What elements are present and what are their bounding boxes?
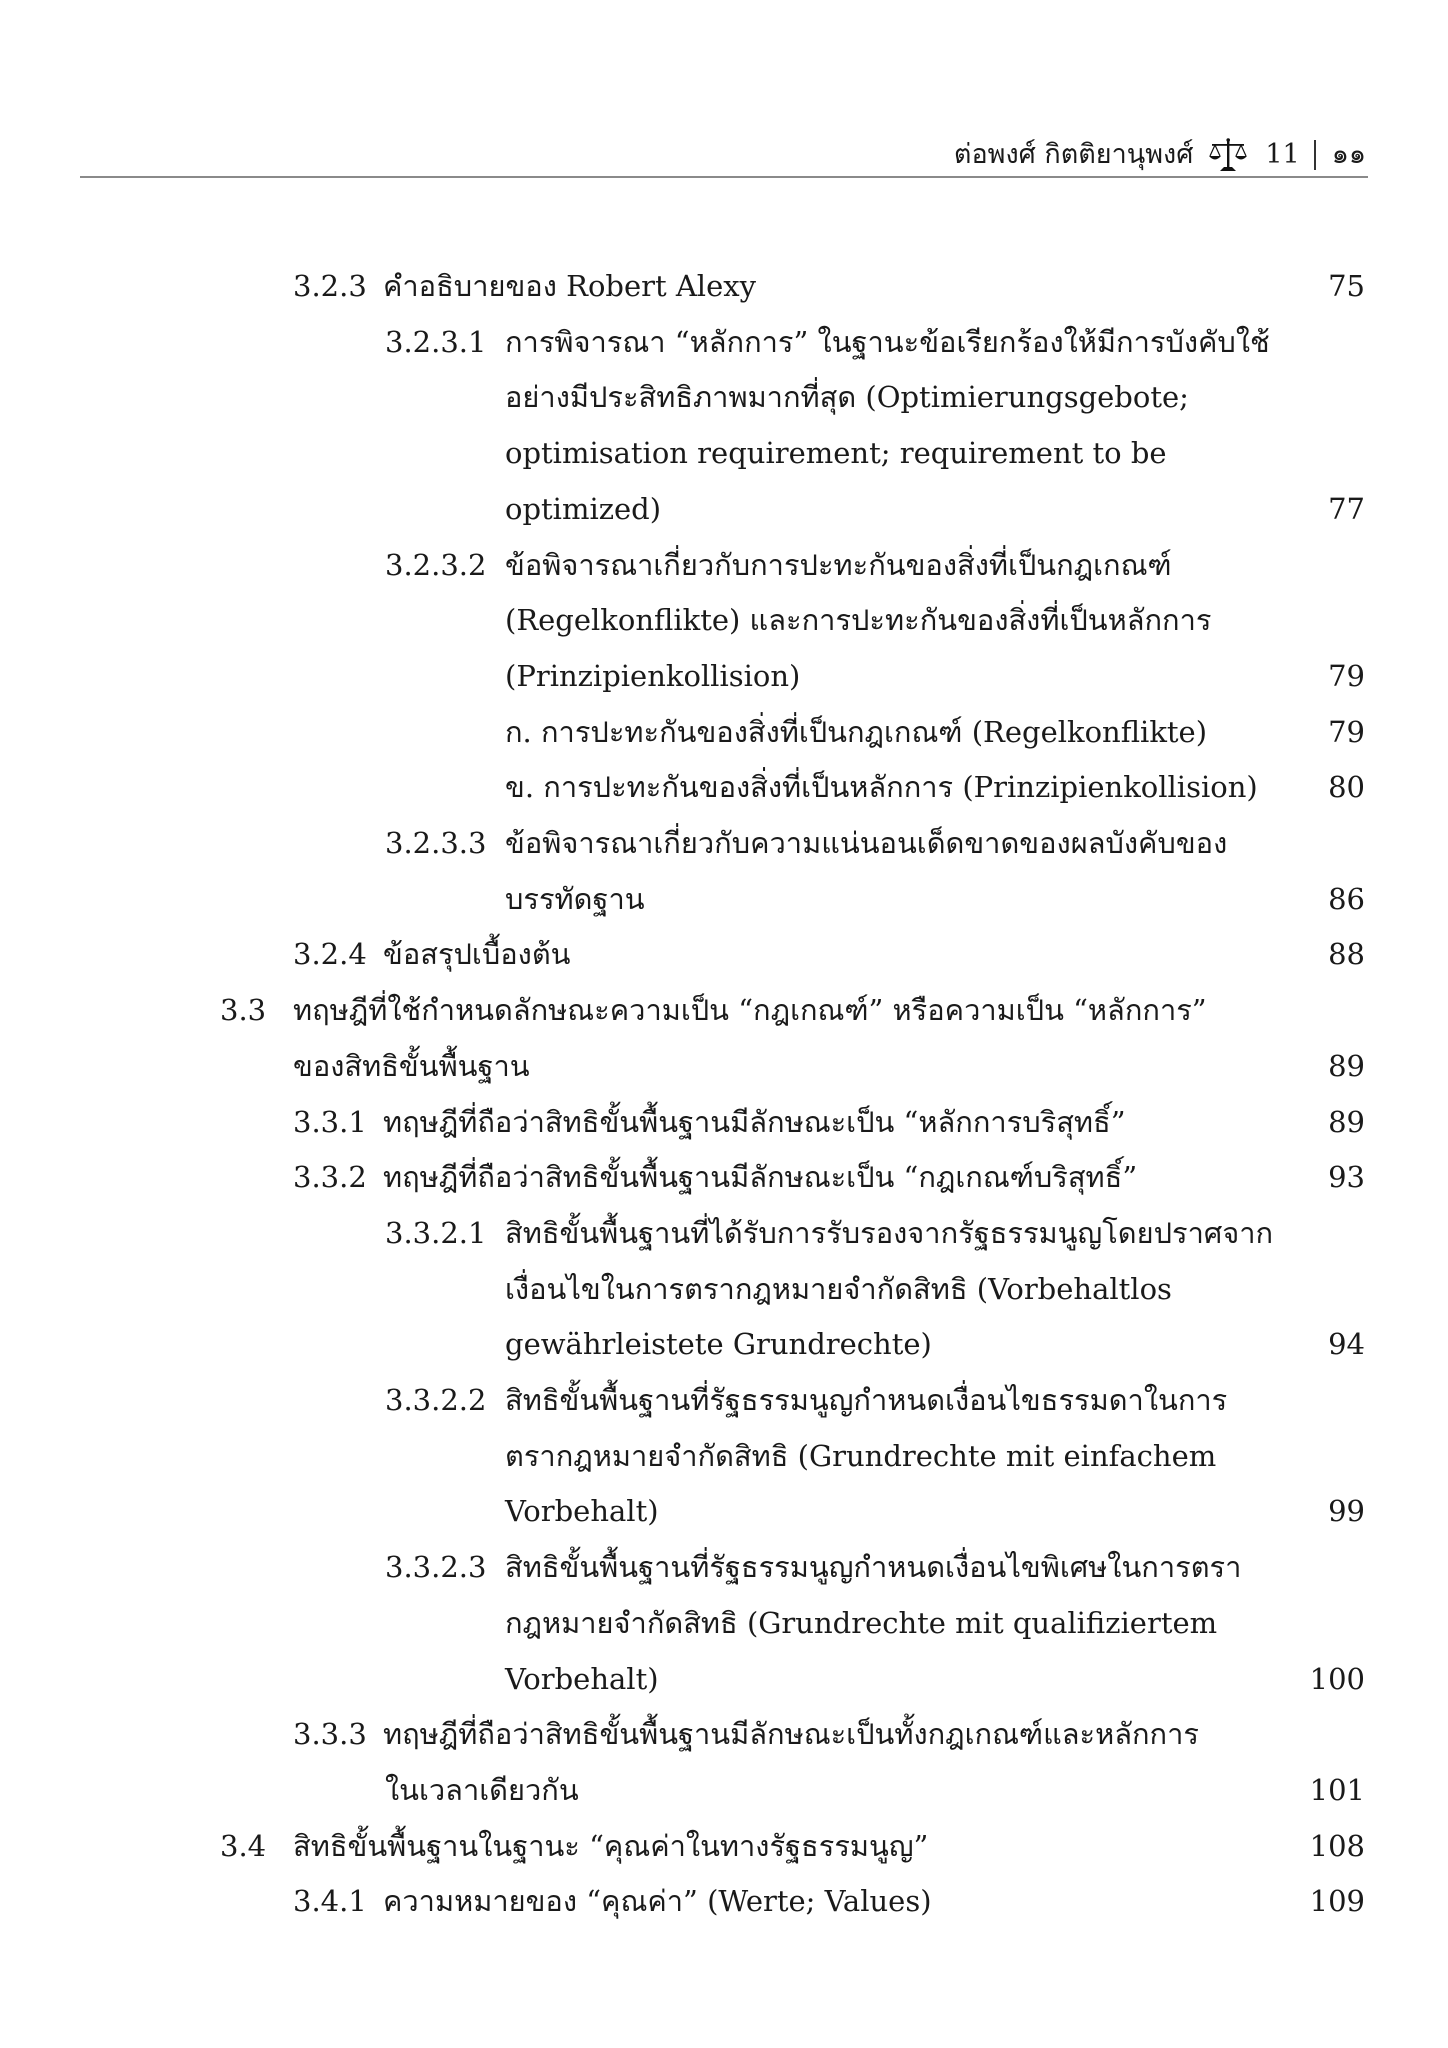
toc-entry-title: ข้อพิจารณาเกี่ยวกับความแน่นอนเด็ดขาดของผลบังคับของ	[505, 826, 1228, 860]
toc-line	[0, 1873, 1448, 1929]
toc-page-number: 99	[1328, 1494, 1365, 1529]
page-number-arabic: 11	[1265, 139, 1300, 170]
toc-section-number: 3.3.2	[293, 1160, 367, 1195]
toc-page-number: 109	[1309, 1884, 1365, 1919]
toc-entry-title: optimized)	[505, 491, 662, 526]
toc-page-number: 101	[1309, 1772, 1365, 1807]
toc-page-number: 94	[1328, 1327, 1365, 1362]
toc-section-number: 3.2.4	[293, 937, 367, 972]
toc-line	[0, 815, 1448, 871]
toc-line	[0, 1205, 1448, 1261]
toc-section-number: 3.2.3	[293, 269, 367, 303]
toc-entry-title: Vorbehalt)	[505, 1494, 659, 1529]
toc-entry-title: ในเวลาเดียวกัน	[385, 1772, 579, 1807]
toc-page-number: 75	[1328, 269, 1365, 303]
toc-entry-title: สิทธิขั้นพื้นฐานในฐานะ “คุณค่าในทางรัฐธรรมนูญ”	[293, 1828, 929, 1863]
toc-entry-title: ตรากฎหมายจำกัดสิทธิ (Grundrechte mit einfachem	[505, 1438, 1217, 1473]
toc-entry-title: ข้อพิจารณาเกี่ยวกับการปะทะกันของสิ่งที่เป็นกฎเกณฑ์	[505, 547, 1172, 582]
toc-line	[0, 369, 1448, 425]
toc-line	[0, 1149, 1448, 1205]
toc-line	[0, 926, 1448, 982]
toc-section-number: 3.4.1	[293, 1884, 367, 1919]
toc-page-number: 79	[1328, 714, 1365, 749]
toc-entry-title: gewährleistete Grundrechte)	[505, 1327, 932, 1362]
toc-line	[0, 704, 1448, 760]
header-right-group	[954, 138, 1366, 172]
toc-page-number: 93	[1328, 1160, 1365, 1195]
toc-line	[0, 592, 1448, 648]
toc-section-number: 3.3.3	[293, 1717, 367, 1752]
toc-line	[0, 1261, 1448, 1317]
toc-entry-title: การพิจารณา “หลักการ” ในฐานะข้อเรียกร้องให้มีการบังคับใช้	[505, 324, 1270, 359]
toc-entry-title: ความหมายของ “คุณค่า” (Werte; Values)	[383, 1884, 932, 1919]
toc-line	[0, 1372, 1448, 1428]
toc-line	[0, 258, 1448, 314]
running-header	[80, 126, 1368, 178]
toc-section-number: 3.2.3.2	[385, 547, 487, 582]
toc-section-number: 3.3.2.3	[385, 1550, 487, 1585]
toc-line	[0, 1428, 1448, 1484]
toc-page-number: 79	[1328, 658, 1365, 693]
toc-entry-title: สิทธิขั้นพื้นฐานที่ได้รับการรับรองจากรัฐธรรมนูญโดยปราศจาก	[505, 1215, 1274, 1250]
toc-entry-title: คำอธิบายของ Robert Alexy	[383, 269, 756, 303]
toc-page-number: 80	[1328, 770, 1365, 805]
page-number-thai: ๑๑	[1331, 139, 1366, 170]
toc-line	[0, 537, 1448, 593]
toc-line	[0, 314, 1448, 370]
toc-line	[0, 759, 1448, 815]
toc-section-number: 3.3	[220, 993, 267, 1028]
toc-entry-title: กฎหมายจำกัดสิทธิ (Grundrechte mit qualifiziertem	[505, 1605, 1218, 1640]
toc-line	[0, 1483, 1448, 1539]
header-separator	[1314, 140, 1316, 170]
toc-section-number: 3.3.2.1	[385, 1215, 487, 1250]
toc-section-number: 3.2.3.1	[385, 324, 487, 359]
toc-line	[0, 1595, 1448, 1651]
header-author: ต่อพงศ์ กิตติยานุพงศ์	[953, 139, 1194, 170]
toc-line	[0, 425, 1448, 481]
toc-section-number: 3.3.1	[293, 1104, 367, 1139]
toc-entry-title: บรรทัดฐาน	[505, 881, 645, 916]
toc-section-number: 3.3.2.2	[385, 1383, 487, 1417]
toc-section-number: 3.2.3.3	[385, 826, 487, 860]
toc-entry-title: ทฤษฎีที่ถือว่าสิทธิขั้นพื้นฐานมีลักษณะเป็นทั้งกฎเกณฑ์และหลักการ	[383, 1717, 1199, 1752]
toc-entry-title: (Regelkonflikte) และการปะทะกันของสิ่งที่เป็นหลักการ	[505, 603, 1212, 638]
toc-page-number: 100	[1309, 1661, 1365, 1696]
toc-entry-title: ทฤษฎีที่ถือว่าสิทธิขั้นพื้นฐานมีลักษณะเป็น “หลักการบริสุทธิ์”	[383, 1104, 1126, 1139]
toc-entry-title: สิทธิขั้นพื้นฐานที่รัฐธรรมนูญกำหนดเงื่อนไขพิเศษในการตรา	[505, 1550, 1242, 1585]
toc-line	[0, 1706, 1448, 1762]
toc-entry-title: (Prinzipienkollision)	[505, 658, 801, 693]
toc-page-number: 77	[1328, 491, 1365, 526]
toc-entry-title: ทฤษฎีที่ใช้กำหนดลักษณะความเป็น “กฎเกณฑ์” หรือความเป็น “หลักการ”	[293, 993, 1207, 1028]
toc-line	[0, 1539, 1448, 1595]
toc-entry-title: ทฤษฎีที่ถือว่าสิทธิขั้นพื้นฐานมีลักษณะเป็น “กฎเกณฑ์บริสุทธิ์”	[383, 1160, 1138, 1195]
toc-line	[0, 1818, 1448, 1874]
toc-line	[0, 1038, 1448, 1094]
toc-page-number: 86	[1328, 881, 1365, 916]
toc-line	[0, 648, 1448, 704]
toc-line	[0, 481, 1448, 537]
toc-entry-title: อย่างมีประสิทธิภาพมากที่สุด (Optimierungsgebote;	[505, 380, 1189, 415]
toc-line	[0, 1316, 1448, 1372]
toc-page-number: 89	[1328, 1104, 1365, 1139]
toc-entry-title: สิทธิขั้นพื้นฐานที่รัฐธรรมนูญกำหนดเงื่อนไขธรรมดาในการ	[505, 1383, 1228, 1417]
toc-line	[0, 1762, 1448, 1818]
toc-line	[0, 871, 1448, 927]
toc-line	[0, 982, 1448, 1038]
toc-section-number: 3.4	[220, 1828, 267, 1863]
scales-of-justice-icon	[1207, 138, 1249, 172]
toc-page-number: 108	[1309, 1828, 1365, 1863]
toc-entry-title: ของสิทธิขั้นพื้นฐาน	[293, 1048, 530, 1083]
toc-page-number: 88	[1328, 937, 1365, 972]
toc-entry-title: เงื่อนไขในการตรากฎหมายจำกัดสิทธิ (Vorbehaltlos	[505, 1271, 1172, 1306]
toc-line	[0, 1094, 1448, 1150]
toc-entry-title: ข้อสรุปเบื้องต้น	[383, 937, 571, 972]
toc-entry-title: Vorbehalt)	[505, 1661, 659, 1696]
toc-page-number: 89	[1328, 1048, 1365, 1083]
toc-line	[0, 1651, 1448, 1707]
toc-entry-title: optimisation requirement; requirement to be	[505, 436, 1167, 471]
toc-entry-title: ข. การปะทะกันของสิ่งที่เป็นหลักการ (Prinzipienkollision)	[505, 770, 1258, 805]
toc-entry-title: ก. การปะทะกันของสิ่งที่เป็นกฎเกณฑ์ (Regelkonflikte)	[505, 714, 1208, 749]
